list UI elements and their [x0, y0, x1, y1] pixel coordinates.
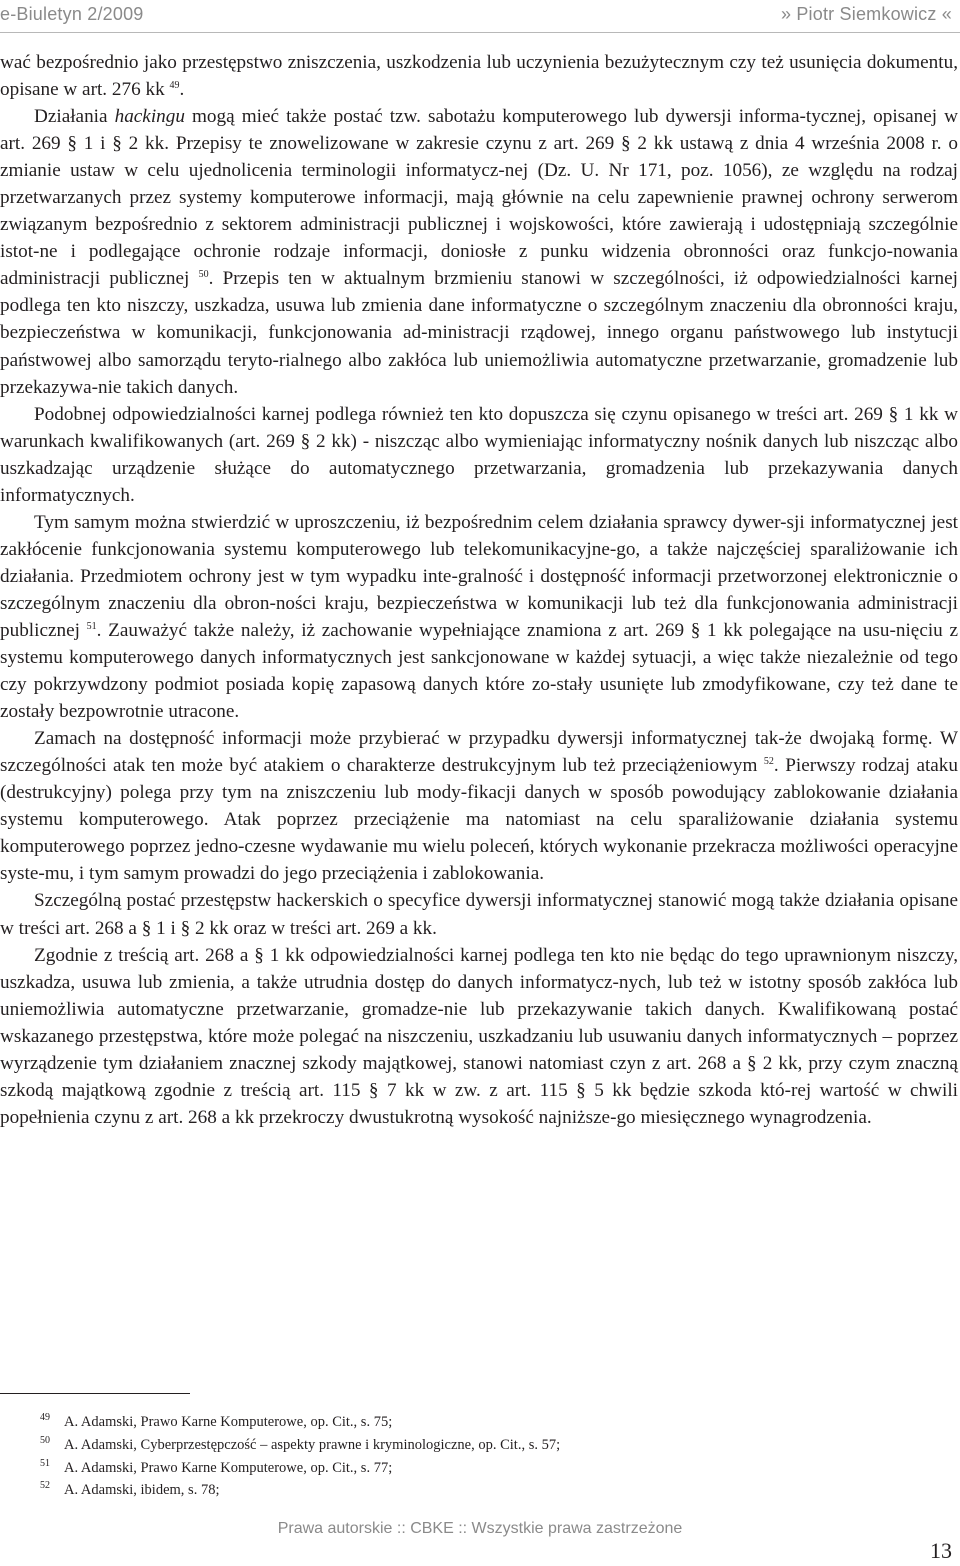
- footnote-number: 50: [40, 1434, 50, 1446]
- paragraph-2: Działania hackingu mogą mieć także postać tzw. sabotażu komputerowego lub dywersji informa-tycznej, opisanej w art. 269 § 1 i § 2 kk. Przepisy te znowelizowane w zakresie czynu z art. 269 § 2 kk ustawą z dnia 4 września 2008 r. o zmianie ustaw w celu ujednolicenia terminologii informatycz-nej (Dz. U. Nr 171, poz. 1056), ze względu na rodzaj przetwarzanych przez systemy komputerowe informacji, mają głównie na celu zapewnienie prawnej ochrony serwerom związanym bezpośrednio z sektorem administracji publicznej i wojskowości, które zawierają i udostępniają szczególnie istot-ne i podlegające ochronie rodzaje informacji, doniosłe z punku widzenia obronności oraz funkcjo-nowania administracji publicznej $^{50}$. Przepis ten w aktualnym brzmieniu stanowi w szczególności, iż odpowiedzialności karnej podlega ten kto niszczy, uszkadza, usuwa lub zmienia dane informatyczne o szczególnym znaczeniu dla obronności kraju, bezpieczeństwa w komunikacji, funkcjonowania ad-ministracji rządowej, innego organu państwowego lub instytucji państwowej albo samorządu teryto-rialnego albo zakłóca lub uniemożliwia automatyczne przetwarzanie, gromadzenie lub przekazywa-nie takich danych.: [0, 106, 959, 398]
- paragraph-1: wać bezpośrednio jako przestępstwo zniszczenia, uszkodzenia lub uczynienia bezużytecznym czy też usunięcia dokumentu, opisane w art. 276 kk $^{49}$.: [0, 52, 958, 101]
- footnote-number: 51: [40, 1457, 50, 1469]
- footnote-ref-49[interactable]: 49: [169, 80, 180, 92]
- article-body: [0, 49, 958, 1131]
- footnote-52: [0, 1479, 900, 1502]
- paragraph-3: Podobnej odpowiedzialności karnej podlega również ten kto dopuszcza się czynu opisanego w treści art. 269 § 1 kk w warunkach kwalifikowanych (art. 269 § 2 kk) - niszcząc albo wymieniając informatyczny nośnik danych lub niszcząc albo uszkadzając urządzenie służące do automatycznego przetwarzania, gromadzenia lub przekazywania danych informatycznych.: [0, 403, 958, 506]
- footnote-ref-50[interactable]: 50: [198, 269, 209, 281]
- footnote-text: A. Adamski, Prawo Karne Komputerowe, op. Cit., s. 75;: [64, 1414, 393, 1430]
- footnote-50: [0, 1434, 900, 1457]
- footnote-number: 49: [40, 1412, 50, 1423]
- paragraph-7: Zgodnie z treścią art. 268 a § 1 kk odpowiedzialności karnej podlega ten kto nie będąc do tego uprawnionym niszczy, uszkadza, usuwa lub zmienia, a także utrudnia dostęp do danych informatycz-nych, lub też w istotny sposób zakłóca lub uniemożliwia automatyczne przetwarzanie, gromadze-nie lub przekazywanie takich danych. Kwalifikowaną postać wskazanego przestępstwa, które może polegać na niszczeniu, uszkadzaniu lub usuwaniu danych informatycznych – poprzez wyrządzenie tym działaniem znacznej szkody majątkowej, stanowi natomiast czyn z art. 268 a § 2 kk, przy czym znaczną szkodą majątkową zgodnie z treścią art. 115 § 7 kk w zw. z art. 115 § 5 kk będzie szkoda któ-rej wartość w chwili popełnienia czynu z art. 268 a kk przekroczy dwustukrotną wysokość najniższe-go miesięcznego wynagrodzenia.: [0, 944, 958, 1128]
- footnote-49: [0, 1411, 900, 1434]
- footnote-text: A. Adamski, Cyberprzestępczość – aspekty prawne i kryminologiczne, op. Cit., s. 57;: [64, 1436, 561, 1453]
- footnote-divider: [0, 1393, 190, 1394]
- paragraph-5: Zamach na dostępność informacji może przybierać w przypadku dywersji informatycznej tak-że dwojaką formę. W szczególności atak ten może być atakiem o charakterze destrukcyjnym lub też przeciążeniowym $^{52}$. Pierwszy rodzaj ataku (destrukcyjny) polega przy tym na zniszczeniu lub mody-fikacji danych w sposób powodujący zablokowanie działania systemu komputerowego. Atak poprzez przeciążenie ma natomiast na celu sparaliżowanie działania systemu komputerowego poprzez jedno-czesne wydawanie mu wielu poleceń, których wykonanie przekracza możliwości operacyjne syste-mu, i tym samym prowadzi do jego przeciążenia i zablokowania.: [0, 728, 958, 885]
- footnote-text: A. Adamski, ibidem, s. 78;: [64, 1482, 220, 1499]
- footnote-text: A. Adamski, Prawo Karne Komputerowe, op. Cit., s. 77;: [64, 1459, 393, 1476]
- page-number: 13: [930, 1538, 952, 1563]
- footnote-51: [0, 1457, 900, 1480]
- italic-term: hackingu: [114, 106, 185, 128]
- paragraph-4: Tym samym można stwierdzić w uproszczeniu, iż bezpośrednim celem działania sprawcy dywer-sji informatycznej jest zakłócenie funkcjonowania systemu komputerowego lub telekomunikacyjne-go, a także najczęściej sparaliżowanie ich działania. Przedmiotem ochrony jest w tym wypadku inte-gralność i dostępność informacji przetworzonej elektronicznie o szczególnym znaczeniu dla obron-ności kraju, bezpieczeństwa w komunikacji lub też dla funkcjonowania administracji publicznej $^{51}$. Zauważyć także należy, iż zachowanie wypełniające znamiona z art. 269 § 1 kk polegające na usu-nięciu z systemu komputerowego danych informatycznych jest sankcjonowane w każdej sytuacji, a więc także niezależnie od tego czy pokrzywdzony podmiot posiada kopię zapasową danych które zo-stały usunięte lub zmodyfikowane, czy też dane te zostały bezpowrotnie utracone.: [0, 511, 958, 723]
- footnote-ref-51[interactable]: 51: [86, 620, 97, 632]
- copyright-footer: Prawa autorskie :: CBKE :: Wszystkie prawa zastrzeżone: [277, 1520, 683, 1537]
- header-divider: [0, 32, 960, 33]
- footnote-number: 52: [40, 1480, 50, 1492]
- journal-title: e-Biuletyn 2/2009: [0, 4, 144, 24]
- footnote-ref-52[interactable]: 52: [763, 756, 774, 768]
- author-name: » Piotr Siemkowicz «: [780, 4, 952, 24]
- paragraph-6: Szczególną postać przestępstw hackerskich o specyfice dywersji informatycznej stanowić mogą także działania opisane w treści art. 268 a § 1 i § 2 kk oraz w treści art. 269 a kk.: [0, 890, 958, 939]
- footnotes: [0, 1411, 900, 1502]
